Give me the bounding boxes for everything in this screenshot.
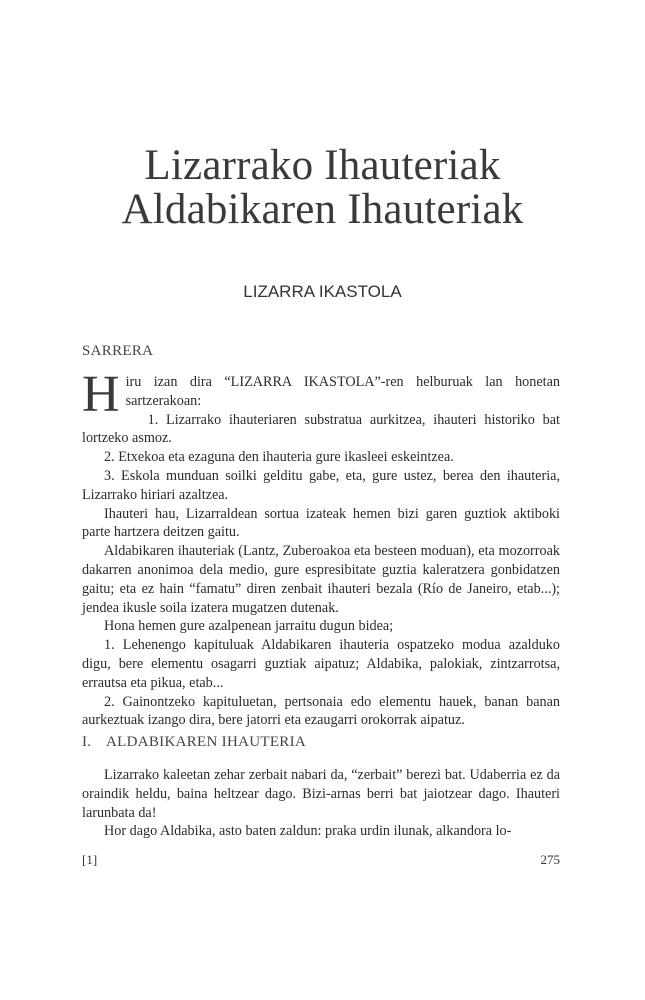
sarrera-paragraph-2: Ihauteri hau, Lizarraldean sortua izateak hemen bizi garen guztiok aktiboki parte hartzera deitzen gaitu. [82,505,560,541]
sarrera-p1-text: iru izan dira “LIZARRA IKASTOLA”-ren helburuak lan honetan sartzerakoan: [125,374,560,409]
section-1-paragraph-2: Hor dago Aldabika, asto baten zaldun: praka urdin ilunak, alkandora lo- [104,823,512,840]
footer-note-number: [1] [82,852,98,867]
section-title: ALDABIKAREN IHAUTERIA [106,734,307,750]
author-subtitle: LIZARRA IKASTOLA [243,282,402,301]
section-heading-1 [82,734,306,751]
section-number: I. [82,734,92,750]
sarrera-paragraph-3: Aldabikaren ihauteriak (Lantz, Zuberoakoa eta besteen moduan), eta mozorroak dakarren anonimoa dela medio, gure espresibitate guztia kaleratzera gonbidatzen gaitu; eta ez hain “famatu” diren zenbait ihauteri bezala (Río de Janeiro, etab...); jendea ikusle soila izatera mugatzen dutenak. [82,543,560,616]
sarrera-body [82,366,560,730]
sarrera-item-1: 1. Lizarrako ihauteriaren substratua aurkitzea, ihauteri historiko bat lortzeko asmoz. [82,411,560,447]
sarrera-item-3: 3. Eskola munduan soilki gelditu gabe, eta, gure ustez, berea den ihauteria, Lizarrako hiriari azaltzea. [82,467,560,503]
page-number: 275 [540,852,560,867]
title-line-2: Aldabikaren Ihauteriak [121,186,524,233]
sarrera-paragraph-4: Hona hemen gure azalpenean jarraitu dugun bidea; [104,618,394,635]
sarrera-item-2: 2. Etxekoa eta ezaguna den ihauteria gure ikasleei eskeintzea. [104,449,454,466]
sarrera-step-1: 1. Lehenengo kapituluak Aldabikaren ihauteria ospatzeko modua azalduko digu, bere elementu osagarri guztiak aipatuz; Aldabika, palokiak, zintzarrotsa, errautsa eta pikua, etab... [82,637,560,691]
title-line-1: Lizarrako Ihauteriak [144,142,501,189]
sarrera-step-2: 2. Gainontzeko kapituluetan, pertsonaia edo elementu hauek, banan banan aurkeztuak izango dira, bere jatorri eta ezaugarri orokorrak aipatuz. [82,693,560,729]
drop-cap: H [82,366,120,423]
section-heading-sarrera: SARRERA [82,343,154,359]
section-1-body [82,766,560,841]
sarrera-paragraph-1 [82,366,560,423]
section-1-paragraph-1: Lizarrako kaleetan zehar zerbait nabari da, “zerbait” berezi bat. Udaberria ez da oraindik heldu, baina heltzear dago. Bizi-arnas berri bat jaiotzear dago. Ihauteri larunbata da! [82,767,560,821]
